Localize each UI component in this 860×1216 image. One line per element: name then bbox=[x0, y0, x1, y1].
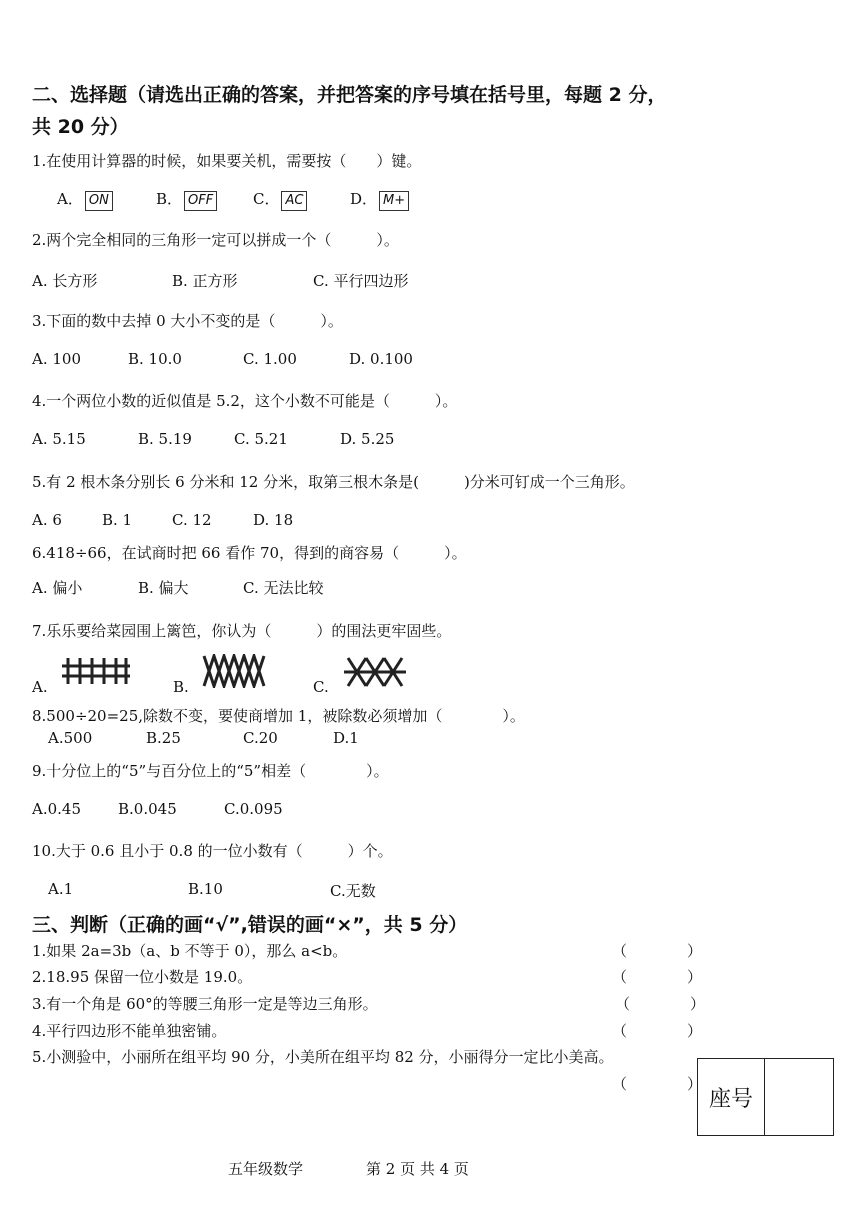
judge-paren-5[interactable]: （ ） bbox=[612, 1075, 703, 1093]
option-5b: B. 1 bbox=[102, 511, 133, 529]
option-10c: C.无数 bbox=[330, 882, 376, 900]
option-1d: D． M+ bbox=[350, 188, 409, 211]
option-2b: B. 正方形 bbox=[172, 272, 238, 290]
fence-diamond-lattice-icon bbox=[202, 654, 270, 688]
judge-item-1: 1.如果 2a=3b（a、b 不等于 0），那么 a<b。 bbox=[32, 942, 348, 960]
off-key-icon: OFF bbox=[184, 191, 217, 211]
option-1c: C． AC bbox=[253, 188, 307, 211]
judge-item-3: 3.有一个角是 60°的等腰三角形一定是等边三角形。 bbox=[32, 995, 378, 1013]
question-5: 5.有 2 根木条分别长 6 分米和 12 分米，取第三根木条是( )分米可钉成一个三角形。 bbox=[32, 473, 635, 491]
option-7b: B. bbox=[173, 678, 189, 696]
fence-square-grid-icon bbox=[62, 656, 130, 686]
seat-number-label: 座号 bbox=[698, 1059, 765, 1135]
question-7: 7.乐乐要给菜园围上篱笆，你认为（ ）的围法更牢固些。 bbox=[32, 622, 452, 640]
option-6c: C. 无法比较 bbox=[243, 579, 324, 597]
seat-number-box bbox=[697, 1058, 834, 1136]
judge-item-5: 5.小测验中，小丽所在组平均 90 分，小美所在组平均 82 分，小丽得分一定比小美高。 bbox=[32, 1048, 614, 1066]
section-2-title-line1: 二、选择题（请选出正确的答案，并把答案的序号填在括号里，每题 2 分， bbox=[32, 84, 667, 106]
question-1: 1.在使用计算器的时候，如果要关机，需要按（ ）键。 bbox=[32, 152, 422, 170]
question-2: 2.两个完全相同的三角形一定可以拼成一个（ ）。 bbox=[32, 231, 399, 249]
option-7a: A. bbox=[32, 678, 48, 696]
fence-cross-icon bbox=[344, 656, 406, 688]
footer-subject: 五年级数学 bbox=[228, 1160, 304, 1178]
option-9b: B.0.045 bbox=[118, 800, 177, 818]
judge-paren-2[interactable]: （ ） bbox=[612, 968, 703, 986]
section-3-title: 三、判断（正确的画“√”,错误的画“×”，共 5 分） bbox=[32, 914, 468, 936]
option-5a: A. 6 bbox=[32, 511, 62, 529]
option-4a: A. 5.15 bbox=[32, 430, 86, 448]
m-plus-key-icon: M+ bbox=[379, 191, 409, 211]
judge-item-2: 2.18.95 保留一位小数是 19.0。 bbox=[32, 968, 253, 986]
option-2a: A. 长方形 bbox=[32, 272, 98, 290]
question-10: 10.大于 0.6 且小于 0.8 的一位小数有（ ）个。 bbox=[32, 842, 393, 860]
option-2c: C. 平行四边形 bbox=[313, 272, 409, 290]
judge-paren-4[interactable]: （ ） bbox=[612, 1022, 703, 1040]
question-4: 4.一个两位小数的近似值是 5.2，这个小数不可能是（ ）。 bbox=[32, 392, 458, 410]
question-8: 8.500÷20=25,除数不变，要使商增加 1，被除数必须增加（ ）。 bbox=[32, 707, 525, 725]
option-8d: D.1 bbox=[333, 729, 359, 747]
option-8b: B.25 bbox=[146, 729, 181, 747]
option-7c: C. bbox=[313, 678, 329, 696]
option-10b: B.10 bbox=[188, 880, 223, 898]
section-2-title-line2: 共 20 分） bbox=[32, 116, 129, 138]
option-8a: A.500 bbox=[48, 729, 93, 747]
on-key-icon: ON bbox=[85, 191, 113, 211]
option-3d: D. 0.100 bbox=[349, 350, 413, 368]
option-5c: C. 12 bbox=[172, 511, 212, 529]
option-10a: A.1 bbox=[48, 880, 74, 898]
question-3: 3.下面的数中去掉 0 大小不变的是（ ）。 bbox=[32, 312, 343, 330]
option-9c: C.0.095 bbox=[224, 800, 283, 818]
option-5d: D. 18 bbox=[253, 511, 294, 529]
option-3c: C. 1.00 bbox=[243, 350, 297, 368]
judge-item-4: 4.平行四边形不能单独密铺。 bbox=[32, 1022, 227, 1040]
question-9: 9.十分位上的“5”与百分位上的“5”相差（ ）。 bbox=[32, 762, 389, 780]
judge-paren-3[interactable]: （ ） bbox=[615, 995, 706, 1013]
question-6: 6.418÷66，在试商时把 66 看作 70，得到的商容易（ ）。 bbox=[32, 544, 467, 562]
seat-number-field[interactable] bbox=[765, 1059, 833, 1135]
option-3b: B. 10.0 bbox=[128, 350, 182, 368]
option-1a: A． ON bbox=[57, 188, 113, 211]
option-8c: C.20 bbox=[243, 729, 278, 747]
option-6a: A. 偏小 bbox=[32, 579, 83, 597]
option-4b: B. 5.19 bbox=[138, 430, 192, 448]
option-1b: B． OFF bbox=[156, 188, 217, 211]
footer-page-number: 第 2 页 共 4 页 bbox=[366, 1160, 469, 1178]
ac-key-icon: AC bbox=[281, 191, 307, 211]
option-3a: A. 100 bbox=[32, 350, 81, 368]
option-4c: C. 5.21 bbox=[234, 430, 288, 448]
option-9a: A.0.45 bbox=[32, 800, 81, 818]
judge-paren-1[interactable]: （ ） bbox=[612, 942, 703, 960]
option-6b: B. 偏大 bbox=[138, 579, 189, 597]
option-4d: D. 5.25 bbox=[340, 430, 395, 448]
